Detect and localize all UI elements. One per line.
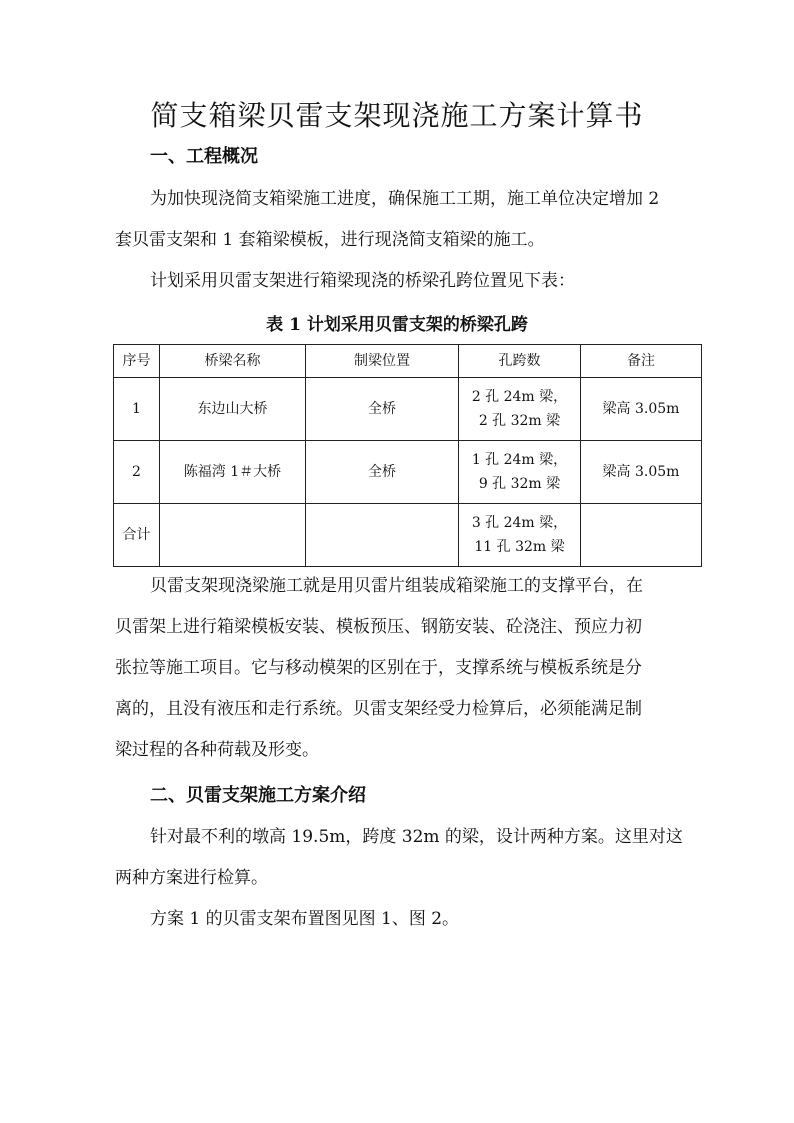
cell-note: 梁高 3.05m <box>581 378 702 441</box>
table-caption: 表 1 计划采用贝雷支架的桥梁孔跨 <box>266 315 528 335</box>
section2-para2: 方案 1 的贝雷支架布置图见图 1、图 2。 <box>150 909 460 929</box>
cell-spans-line1: 3 孔 24m 梁， <box>471 515 568 531</box>
cell-note <box>581 504 702 567</box>
col-header-note: 备注 <box>581 345 702 378</box>
bridge-span-table <box>113 344 702 567</box>
section1-para2: 计划采用贝雷支架进行箱梁现浇的桥梁孔跨位置见下表： <box>150 271 575 291</box>
section1-para1-line1: 为加快现浇简支箱梁施工进度，确保施工工期，施工单位决定增加 2 <box>150 189 660 209</box>
section2-heading: 二、贝雷支架施工方案介绍 <box>150 785 366 806</box>
document-title: 简支箱梁贝雷支架现浇施工方案计算书 <box>150 99 644 132</box>
section1-heading: 一、工程概况 <box>150 146 258 167</box>
cell-spans <box>459 441 581 504</box>
cell-name: 东边山大桥 <box>160 378 306 441</box>
cell-name <box>160 504 306 567</box>
para3-line2: 贝雷架上进行箱梁模板安装、模板预压、钢筋安装、砼浇注、预应力初 <box>115 617 642 637</box>
cell-name: 陈福湾 1＃大桥 <box>160 441 306 504</box>
para3-line5: 梁过程的各种荷载及形变。 <box>115 740 319 760</box>
cell-no: 1 <box>114 378 160 441</box>
table-row <box>114 441 702 504</box>
col-header-no: 序号 <box>114 345 160 378</box>
cell-position <box>306 504 459 567</box>
cell-spans-line2: 2 孔 32m 梁 <box>478 413 561 429</box>
col-header-spans: 孔跨数 <box>459 345 581 378</box>
col-header-position: 制梁位置 <box>306 345 459 378</box>
cell-spans-line2: 9 孔 32m 梁 <box>478 476 561 492</box>
cell-position: 全桥 <box>306 441 459 504</box>
table-row-total <box>114 504 702 567</box>
cell-spans-line1: 2 孔 24m 梁， <box>471 389 568 405</box>
section1-para1-line2: 套贝雷支架和 1 套箱梁模板，进行现浇简支箱梁的施工。 <box>115 230 545 250</box>
cell-no: 2 <box>114 441 160 504</box>
table-row <box>114 378 702 441</box>
section2-para1-line1: 针对最不利的墩高 19.5m，跨度 32m 的梁，设计两种方案。这里对这 <box>150 827 683 847</box>
cell-note: 梁高 3.05m <box>581 441 702 504</box>
cell-spans <box>459 378 581 441</box>
cell-position: 全桥 <box>306 378 459 441</box>
cell-spans-line2: 11 孔 32m 梁 <box>474 539 565 555</box>
section2-para1-line2: 两种方案进行检算。 <box>115 868 268 888</box>
col-header-name: 桥梁名称 <box>160 345 306 378</box>
cell-spans <box>459 504 581 567</box>
para3-line1: 贝雷支架现浇梁施工就是用贝雷片组装成箱梁施工的支撑平台，在 <box>150 576 643 596</box>
table-header-row <box>114 345 702 378</box>
para3-line4: 离的，且没有液压和走行系统。贝雷支架经受力检算后，必须能满足制 <box>115 699 642 719</box>
para3-line3: 张拉等施工项目。它与移动模架的区别在于，支撑系统与模板系统是分 <box>115 658 642 678</box>
cell-no: 合计 <box>114 504 160 567</box>
cell-spans-line1: 1 孔 24m 梁， <box>471 452 568 468</box>
